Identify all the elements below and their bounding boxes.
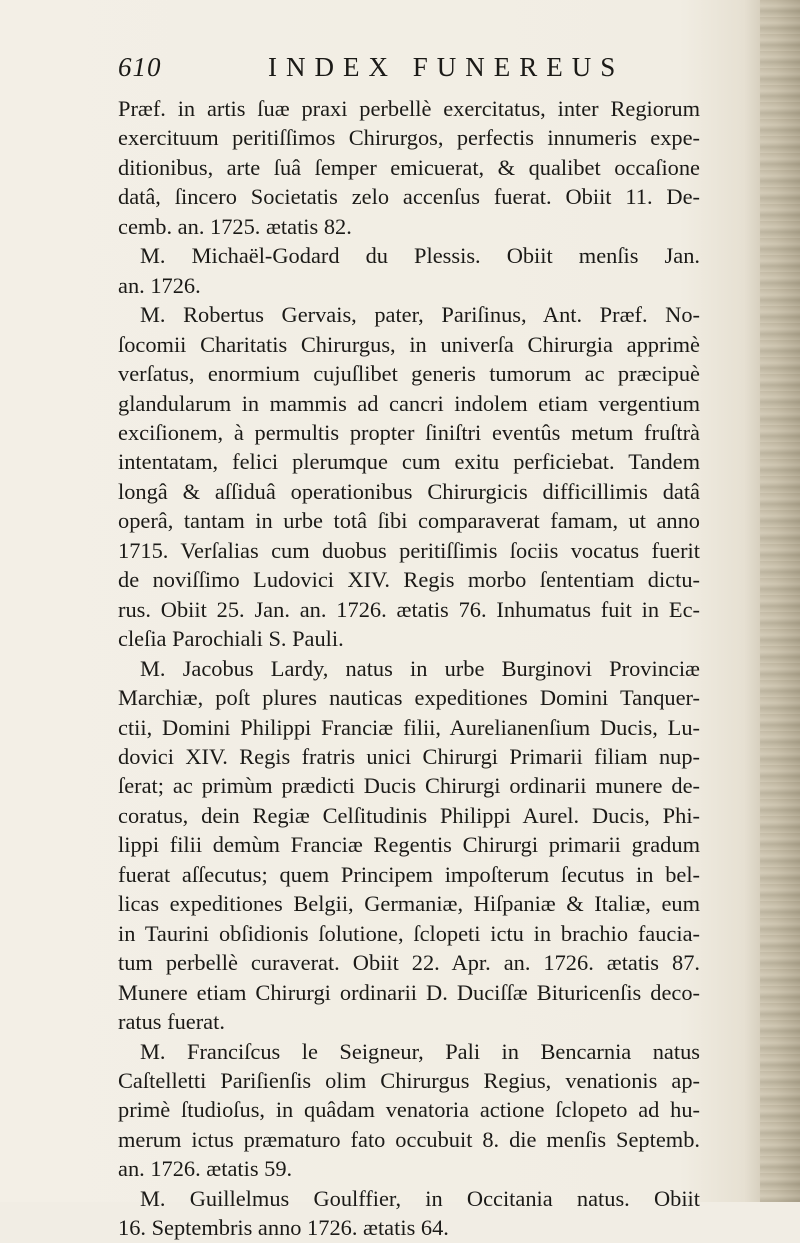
text-line: M. Guillelmus Goulffier, in Occitania natus. Obiit [140, 1185, 700, 1211]
text-line: ſerat; ac primùm prædicti Ducis Chirurgi ordinarii munere de- [118, 773, 700, 799]
text-line: M. Robertus Gervais, pater, Pariſinus, Ant. Præf. No- [140, 302, 700, 328]
text-line: fuerat aſſecutus; quem Principem impoſterum ſecutus in bel- [118, 861, 700, 887]
text-line: ratus fuerat. [118, 1009, 225, 1035]
text-line: Caſtelletti Pariſienſis olim Chirurgus Regius, venationis ap- [118, 1067, 700, 1093]
text-line: verſatus, enormium cujuſlibet generis tumorum ac præcipuè [118, 361, 700, 387]
text-line: primè ſtudioſus, in quâdam venatoria actione ſclopeto ad hu- [118, 1097, 700, 1123]
text-line: rus. Obiit 25. Jan. an. 1726. ætatis 76. Inhumatus fuit in Ec- [118, 596, 700, 622]
running-title: INDEX FUNEREUS [268, 52, 625, 82]
text-line: lippi filii demùm Franciæ Regentis Chirurgi primarii gradum [118, 832, 700, 858]
text-line: in Taurini obſidionis ſolutione, ſclopeti ictu in brachio faucia- [118, 920, 700, 946]
text-line: intentatam, felici plerumque cum exitu perficiebat. Tandem [118, 449, 700, 475]
text-line: operâ, tantam in urbe totâ ſibi comparaverat famam, ut anno [118, 508, 700, 534]
text-line: licas expeditiones Belgii, Germaniæ, Hiſpaniæ & Italiæ, eum [118, 891, 700, 917]
text-line: glandularum in mammis ad cancri indolem etiam vergentium [118, 390, 700, 416]
text-line: ditionibus, arte ſuâ ſemper emicuerat, & qualibet occaſione [118, 154, 700, 180]
text-line: ctii, Domini Philippi Franciæ filii, Aurelianenſium Ducis, Lu- [118, 714, 700, 740]
text-line: coratus, dein Regiæ Celſitudinis Philippi Aurel. Ducis, Phi- [118, 802, 700, 828]
text-line: M. Franciſcus le Seigneur, Pali in Bencarnia natus [140, 1038, 700, 1064]
text-line: tum perbellè curaverat. Obiit 22. Apr. an. 1726. ætatis 87. [118, 950, 700, 976]
text-line: merum ictus præmaturo fato occubuit 8. die menſis Septemb. [118, 1126, 700, 1152]
text-line: exercituum peritiſſimos Chirurgos, perfectis innumeris expe- [118, 125, 700, 151]
page-edge-shadow [760, 0, 800, 1202]
text-line: Præf. in artis ſuæ praxi perbellè exercitatus, inter Regiorum [118, 96, 700, 121]
text-line: M. Jacobus Lardy, natus in urbe Burginovi Provinciæ [140, 655, 700, 681]
text-line: exciſionem, à permultis propter ſiniſtri eventûs metum fruſtrà [118, 419, 700, 445]
text-line: ſocomii Charitatis Chirurgus, in univerſa Chirurgia apprimè [118, 331, 700, 357]
page-number: 610 [118, 52, 162, 82]
text-line: 16. Septembris anno 1726. ætatis 64. [118, 1215, 449, 1241]
text-line: de noviſſimo Ludovici XIV. Regis morbo ſententiam dictu- [118, 567, 700, 593]
text-line: cemb. an. 1725. ætatis 82. [118, 213, 352, 239]
text-body [118, 94, 700, 1243]
text-line: an. 1726. ætatis 59. [118, 1156, 293, 1182]
text-line: an. 1726. [118, 272, 201, 298]
text-line: Marchiæ, poſt plures nauticas expeditiones Domini Tanquer- [118, 685, 700, 711]
text-line: datâ, ſincero Societatis zelo accenſus fuerat. Obiit 11. De- [118, 184, 700, 210]
text-line: Munere etiam Chirurgi ordinarii D. Duciſſæ Bituricenſis deco- [118, 979, 700, 1005]
text-line: 1715. Verſalias cum duobus peritiſſimis ſociis vocatus fuerit [118, 537, 700, 563]
text-line: longâ & aſſiduâ operationibus Chirurgicis difficillimis datâ [118, 478, 700, 504]
text-line: cleſia Parochiali S. Pauli. [118, 626, 344, 652]
running-header [118, 52, 698, 90]
text-line: dovici XIV. Regis fratris unici Chirurgi Primarii filiam nup- [118, 743, 700, 769]
text-line: M. Michaël-Godard du Plessis. Obiit menſis Jan. [140, 243, 700, 269]
